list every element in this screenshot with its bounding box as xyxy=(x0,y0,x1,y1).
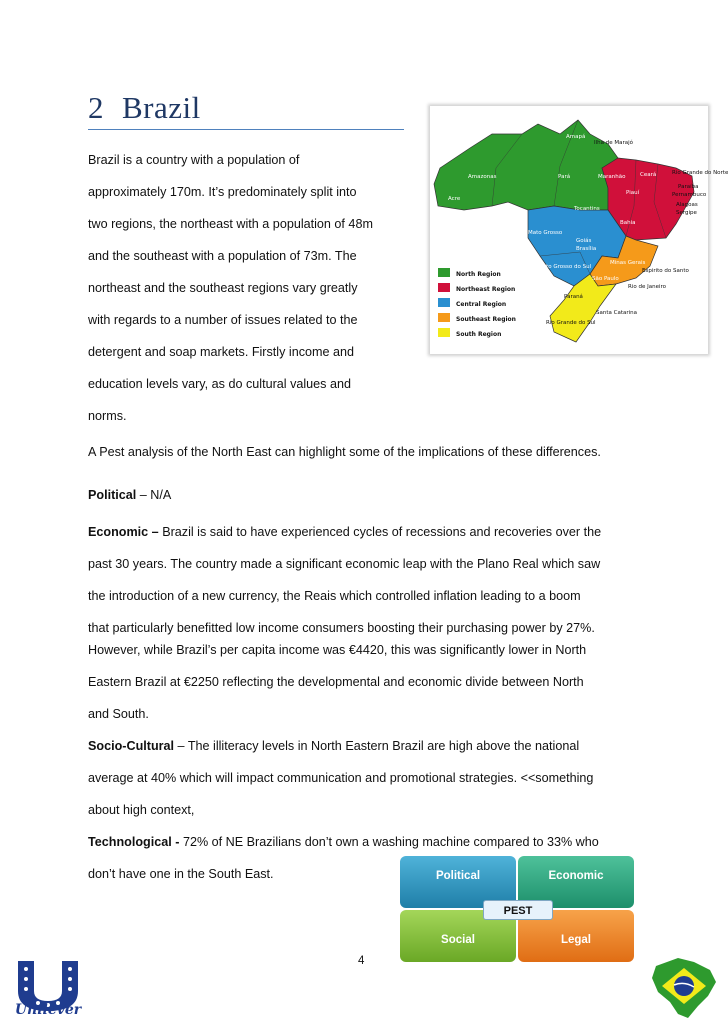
map-label-ceara: Ceará xyxy=(640,172,657,178)
pest-social: Social xyxy=(400,910,516,962)
heading-number: 2 xyxy=(88,90,104,125)
tech-line: 72% of NE Brazilians don’t own a washing machine compared to 33% who xyxy=(182,835,599,849)
pest-center: PEST xyxy=(483,900,553,920)
map-label-tocantins: Tocantins xyxy=(574,206,600,212)
legend-southeast: Southeast Region xyxy=(456,316,516,323)
map-label-amapa: Amapá xyxy=(566,134,586,140)
map-label-mato-grosso: Mato Grosso xyxy=(528,230,563,236)
pest-political: Political xyxy=(400,856,516,908)
map-label-pernambuco: Pernambuco xyxy=(672,192,707,198)
map-label-sergipe: Sergipe xyxy=(676,210,697,216)
map-label-rondonia: Rondônia xyxy=(492,212,518,218)
intro-line: and the southeast with a population of 73m. The xyxy=(88,249,357,263)
map-label-para: Pará xyxy=(558,174,571,180)
legend-swatch-north xyxy=(438,268,450,277)
map-label-maranhao: Maranhão xyxy=(598,174,626,180)
economic-cont-line: However, while Brazil’s per capita income was €4420, this was significantly lower in North xyxy=(88,643,587,657)
economic-cont-line: and South. xyxy=(88,707,149,721)
map-label-parana: Paraná xyxy=(564,294,583,300)
map-label-piaui: Piauí xyxy=(626,190,640,196)
economic-label: Economic – xyxy=(88,525,163,539)
map-label-minas: Minas Gerais xyxy=(610,260,646,266)
political-text: – N/A xyxy=(136,488,172,502)
economic-paragraph xyxy=(88,516,688,644)
socio-cultural-paragraph xyxy=(88,730,688,826)
legend-swatch-northeast xyxy=(438,283,450,292)
intro-line: two regions, the northeast with a population of 48m xyxy=(88,217,373,231)
map-label-alagoas: Alagoas xyxy=(676,202,698,208)
socio-label: Socio-Cultural xyxy=(88,739,175,753)
legend-swatch-central xyxy=(438,298,450,307)
map-label-rio: Rio de Janeiro xyxy=(628,284,666,290)
page-number: 4 xyxy=(358,955,365,967)
brazil-flag-map-icon xyxy=(648,952,720,1024)
pest-diagram xyxy=(400,856,636,964)
intro-line: detergent and soap markets. Firstly income and xyxy=(88,345,354,359)
political-paragraph xyxy=(88,479,688,511)
intro-line: with regards to a number of issues related to the xyxy=(88,313,358,327)
socio-line: – The illiteracy levels in North Eastern Brazil are high above the national xyxy=(174,739,580,753)
brazil-regions-map xyxy=(430,106,728,354)
legend-north: North Region xyxy=(456,271,501,278)
intro-paragraph xyxy=(88,144,418,432)
map-label-goias: Goiás xyxy=(576,238,592,244)
intro-line: northeast and the southeast regions vary greatly xyxy=(88,281,358,295)
intro-line: norms. xyxy=(88,409,127,423)
economic-line: past 30 years. The country made a significant economic leap with the Plano Real which saw xyxy=(88,557,601,571)
economic-line: the introduction of a new currency, the Reais which controlled inflation leading to a boom xyxy=(88,589,581,603)
economic-continued-paragraph xyxy=(88,634,688,730)
map-label-rgn: Rio Grande do Norte xyxy=(672,170,728,176)
map-label-sao-paulo: São Paulo xyxy=(592,276,619,282)
pest-intro-text: A Pest analysis of the North East can highlight some of the implications of these differences. xyxy=(88,445,601,459)
socio-line: average at 40% which will impact communication and promotional strategies. <<something xyxy=(88,771,594,785)
tech-line: don’t have one in the South East. xyxy=(88,867,274,881)
legend-swatch-south xyxy=(438,328,450,337)
economic-line: Brazil is said to have experienced cycles of recessions and recoveries over the xyxy=(162,525,602,539)
legend-northeast: Northeast Region xyxy=(456,286,516,293)
map-label-santa-catarina: Santa Catarina xyxy=(596,310,638,316)
intro-line: education levels vary, as do cultural values and xyxy=(88,377,351,391)
legend-south: South Region xyxy=(456,331,502,338)
map-label-acre: Acre xyxy=(448,196,461,202)
pest-legal: Legal xyxy=(518,910,634,962)
legend-swatch-southeast xyxy=(438,313,450,322)
map-label-mgs: Mato Grosso do Sul xyxy=(538,264,592,270)
pest-economic: Economic xyxy=(518,856,634,908)
intro-line: approximately 170m. It’s predominately split into xyxy=(88,185,357,199)
economic-line: that particularly benefitted low income consumers boosting their purchasing power by 27%. xyxy=(88,621,595,635)
economic-cont-line: Eastern Brazil at €2250 reflecting the developmental and economic divide between North xyxy=(88,675,584,689)
pest-intro xyxy=(88,436,688,468)
heading-title: Brazil xyxy=(122,90,201,125)
political-label: Political xyxy=(88,488,137,502)
unilever-logo-text: Unilever xyxy=(14,1002,82,1018)
map-label-espirito: Espirito do Santo xyxy=(642,268,689,274)
map-label-marajo: Ilha de Marajó xyxy=(594,140,634,146)
page-title xyxy=(88,90,201,126)
map-label-amazonas: Amazonas xyxy=(468,174,497,180)
map-label-paraiba: Paraíba xyxy=(678,184,699,190)
map-label-rgs: Rio Grande do Sul xyxy=(546,320,596,326)
tech-label: Technological - xyxy=(88,835,183,849)
title-underline xyxy=(88,129,404,130)
map-label-roraima: Roraima xyxy=(500,124,523,130)
map-label-brasilia: Brasília xyxy=(576,246,597,252)
map-label-bahia: Bahia xyxy=(620,220,636,226)
legend-central: Central Region xyxy=(456,301,507,308)
socio-line: about high context, xyxy=(88,803,195,817)
intro-line: Brazil is a country with a population of xyxy=(88,153,300,167)
